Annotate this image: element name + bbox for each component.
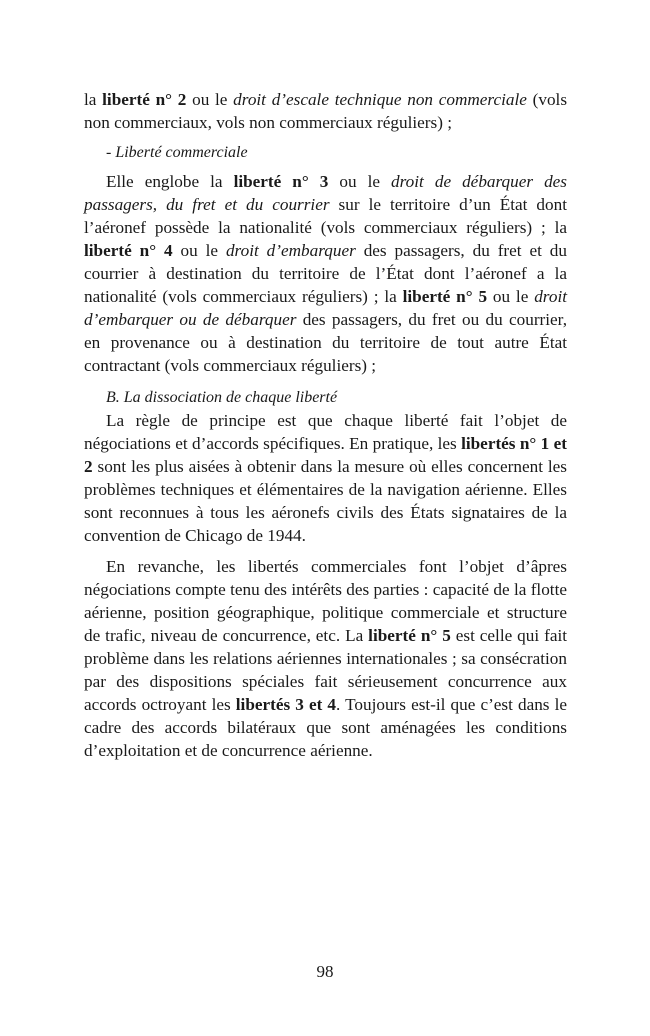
paragraph-en-revanche [84,555,567,762]
bold-term: liberté n° 5 [402,287,488,306]
italic-term: droit d’escale technique non commerciale [233,90,527,109]
text-run: ou le [328,172,392,191]
text-run: la [84,90,103,109]
text-run: ou le [487,287,535,306]
paragraph-regle-de-principe [84,409,567,547]
subheading-liberte-commerciale: - Liberté commerciale [106,144,248,161]
text-run: ou le [186,90,234,109]
subheading-dissociation: B. La dissociation de chaque liberté [106,389,338,406]
page-body [84,88,567,762]
text-run: est celle qui fait problème dans les relations aériennes internationales ; sa consécration par des dispositions spéciales fait sérieusement concurrence aux accords octroyant les [84,626,567,714]
bold-term: liberté n° 2 [102,90,187,109]
bold-term: libertés n° 1 et 2 [84,434,567,476]
text-run: La règle de principe est que chaque liberté fait l’objet de négociations et d’accords spécifiques. En pratique, les [84,411,567,453]
bold-term: liberté n° 5 [368,626,451,645]
italic-term: droit de débarquer des passagers, du fret et du courrier [84,172,567,214]
text-run: des passagers, du fret ou du courrier, en provenance ou à destination du territoire de tout autre État contractant (vols commerciaux réguliers) ; [84,310,567,375]
italic-term: droit d’embarquer ou de débarquer [84,287,567,329]
text-run: des passagers, du fret et du courrier à destination du territoire de l’État dont l’aéronef a la nationalité (vols commerciaux réguliers) ; la [84,241,567,306]
bold-term: liberté n° 4 [84,241,173,260]
text-run: . Toujours est-il que c’est dans le cadre des accords bilatéraux que sont aménagées les conditions d’exploitation et de concurrence aérienne. [84,695,567,760]
text-run: (vols non commerciaux, vols non commerciaux réguliers) ; [84,90,568,132]
page-number: 98 [316,962,334,981]
paragraph-libertes-3-4-5 [84,170,567,377]
text-run: sur le territoire d’un État dont l’aéronef possède la nationalité (vols commerciaux réguliers) ; la [84,195,567,237]
text-run: sont les plus aisées à obtenir dans la mesure où elles concernent les problèmes techniques et élémentaires de la navigation aérienne. Elles sont reconnues à tous les aéronefs civils des États signataires de la convention de Chicago de 1944. [84,457,567,545]
italic-term: droit d’embarquer [225,241,356,260]
paragraph-liberte-2 [84,88,567,134]
bold-term: libertés 3 et 4 [235,695,337,714]
text-run: ou le [172,241,226,260]
bold-term: liberté n° 3 [233,172,329,191]
text-run: Elle englobe la [106,172,234,191]
text-run: En revanche, les libertés commerciales font l’objet d’âpres négociations compte tenu des intérêts des parties : capacité de la flotte aérienne, position géographique, politique commerciale et structure de trafic, niveau de concurrence, etc. La [84,557,567,645]
